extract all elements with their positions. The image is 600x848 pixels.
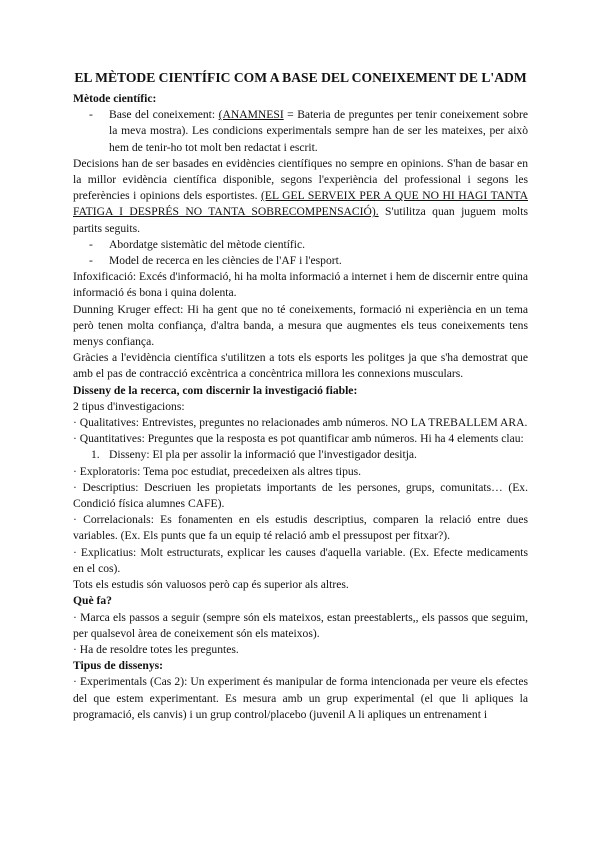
paragraph: · Descriptius: Descriuen les propietats importants de les persones, grups, comunitats… (Ex. Condició física alumnes CAFE). (73, 480, 528, 511)
bullet-marker: - (89, 108, 93, 122)
list-item-text: Base del coneixement: (109, 108, 219, 122)
list-item-text: Disseny: El pla per assolir la informació que l'investigador desitja. (109, 448, 417, 462)
paragraph: · Quantitatives: Preguntes que la resposta es pot quantificar amb números. Hi ha 4 elements clau: (73, 432, 524, 446)
ordered-marker: 1. (91, 448, 100, 462)
bullet-marker: - (89, 237, 93, 251)
document-title: EL MÈTODE CIENTÍFIC COM A BASE DEL CONEIXEMENT DE L'ADM (74, 70, 527, 85)
list-item-text: = Bateria de preguntes per tenir coneixement sobre la meva mostra). Les condicions experimentals sempre han de ser les mateixes, per això hem de tenir-ho tot molt ben redactat i escrit. (109, 108, 529, 154)
paragraph: · Explicatius: Molt estructurats, explicar les causes d'aquella variable. (Ex. Efecte medicaments en el cos). (73, 545, 528, 575)
document-page (73, 68, 528, 723)
paragraph: Gràcies a l'evidència científica s'utilitzen a tots els esports les politges ja que s'ha demostrat que amb el pas de contracció excèntrica a concèntrica millora les connexions musculars. (73, 351, 528, 381)
paragraph: · Ha de resoldre totes les preguntes. (73, 642, 239, 656)
paragraph: · Marca els passos a seguir (sempre són els mateixos, estan preestablerts,, els passos que seguim, per qualsevol àrea de coneixement són els mateixos). (73, 610, 528, 640)
list-item-text: Model de recerca en les ciències de l'AF i l'esport. (109, 254, 342, 268)
paragraph-text: S'utilitza quan juguem molts partits seguits. (73, 205, 528, 235)
underlined-text: (EL GEL SERVEIX PER A QUE NO HI HAGI TANTA FATIGA I DESPRÉS NO TANTA SOBRECOMPENSACIÓ). (73, 189, 528, 219)
bullet-marker: - (89, 254, 93, 268)
ordered-list-item (73, 447, 528, 463)
list-item (73, 237, 528, 253)
paragraph: Tots els estudis són valuosos però cap és superior als altres. (73, 578, 349, 592)
paragraph: Infoxificació: Excés d'informació, hi ha molta informació a internet i hem de discernir entre quina informació és bona i quina dolenta. (73, 270, 528, 300)
list-item-text: Abordatge sistemàtic del mètode científic. (109, 237, 306, 251)
paragraph: · Qualitatives: Entrevistes, preguntes no relacionades amb números. NO LA TREBALLEM ARA. (73, 416, 528, 430)
section-heading-que-fa: Què fa? (73, 594, 112, 608)
list-item (73, 107, 528, 156)
paragraph (73, 156, 528, 237)
section-heading-tipus: Tipus de dissenys: (73, 659, 163, 673)
paragraph-text: Decisions han de ser basades en evidències científiques no sempre en opinions. S'han de basar en la millor evidència científica disponible, segons l'experiència del professional i segons les preferències i opinions dels esportistes. (73, 156, 528, 203)
list-item (73, 253, 528, 269)
paragraph: · Experimentals (Cas 2): Un experiment és manipular de forma intencionada per veure els efectes del que estem experimentant. Es mesura amb un grup experimental (el que li apliques la programació, els canvis) i un grup control/placebo (juvenil A li apliques un entrenament i (73, 675, 528, 721)
paragraph: 2 tipus d'investigacions: (73, 399, 185, 413)
section-heading-disseny: Disseny de la recerca, com discernir la investigació fiable: (73, 383, 358, 397)
paragraph: · Correlacionals: Es fonamenten en els estudis descriptius, comparen la relació entre dues variables. (Ex. Els punts que fa un equip té relació amb el pressupost per fitxar?). (73, 513, 528, 543)
paragraph: · Exploratoris: Tema poc estudiat, precedeixen als altres tipus. (73, 464, 362, 478)
section-heading-metode: Mètode científic: (73, 92, 157, 105)
paragraph: Dunning Kruger effect: Hi ha gent que no té coneixements, formació ni experiència en un tema però tenen molta confiança, d'altra banda, a mesura que augmentes els teus coneixements tens menys confiança. (73, 302, 528, 349)
underlined-text: (ANAMNESI (218, 108, 284, 122)
